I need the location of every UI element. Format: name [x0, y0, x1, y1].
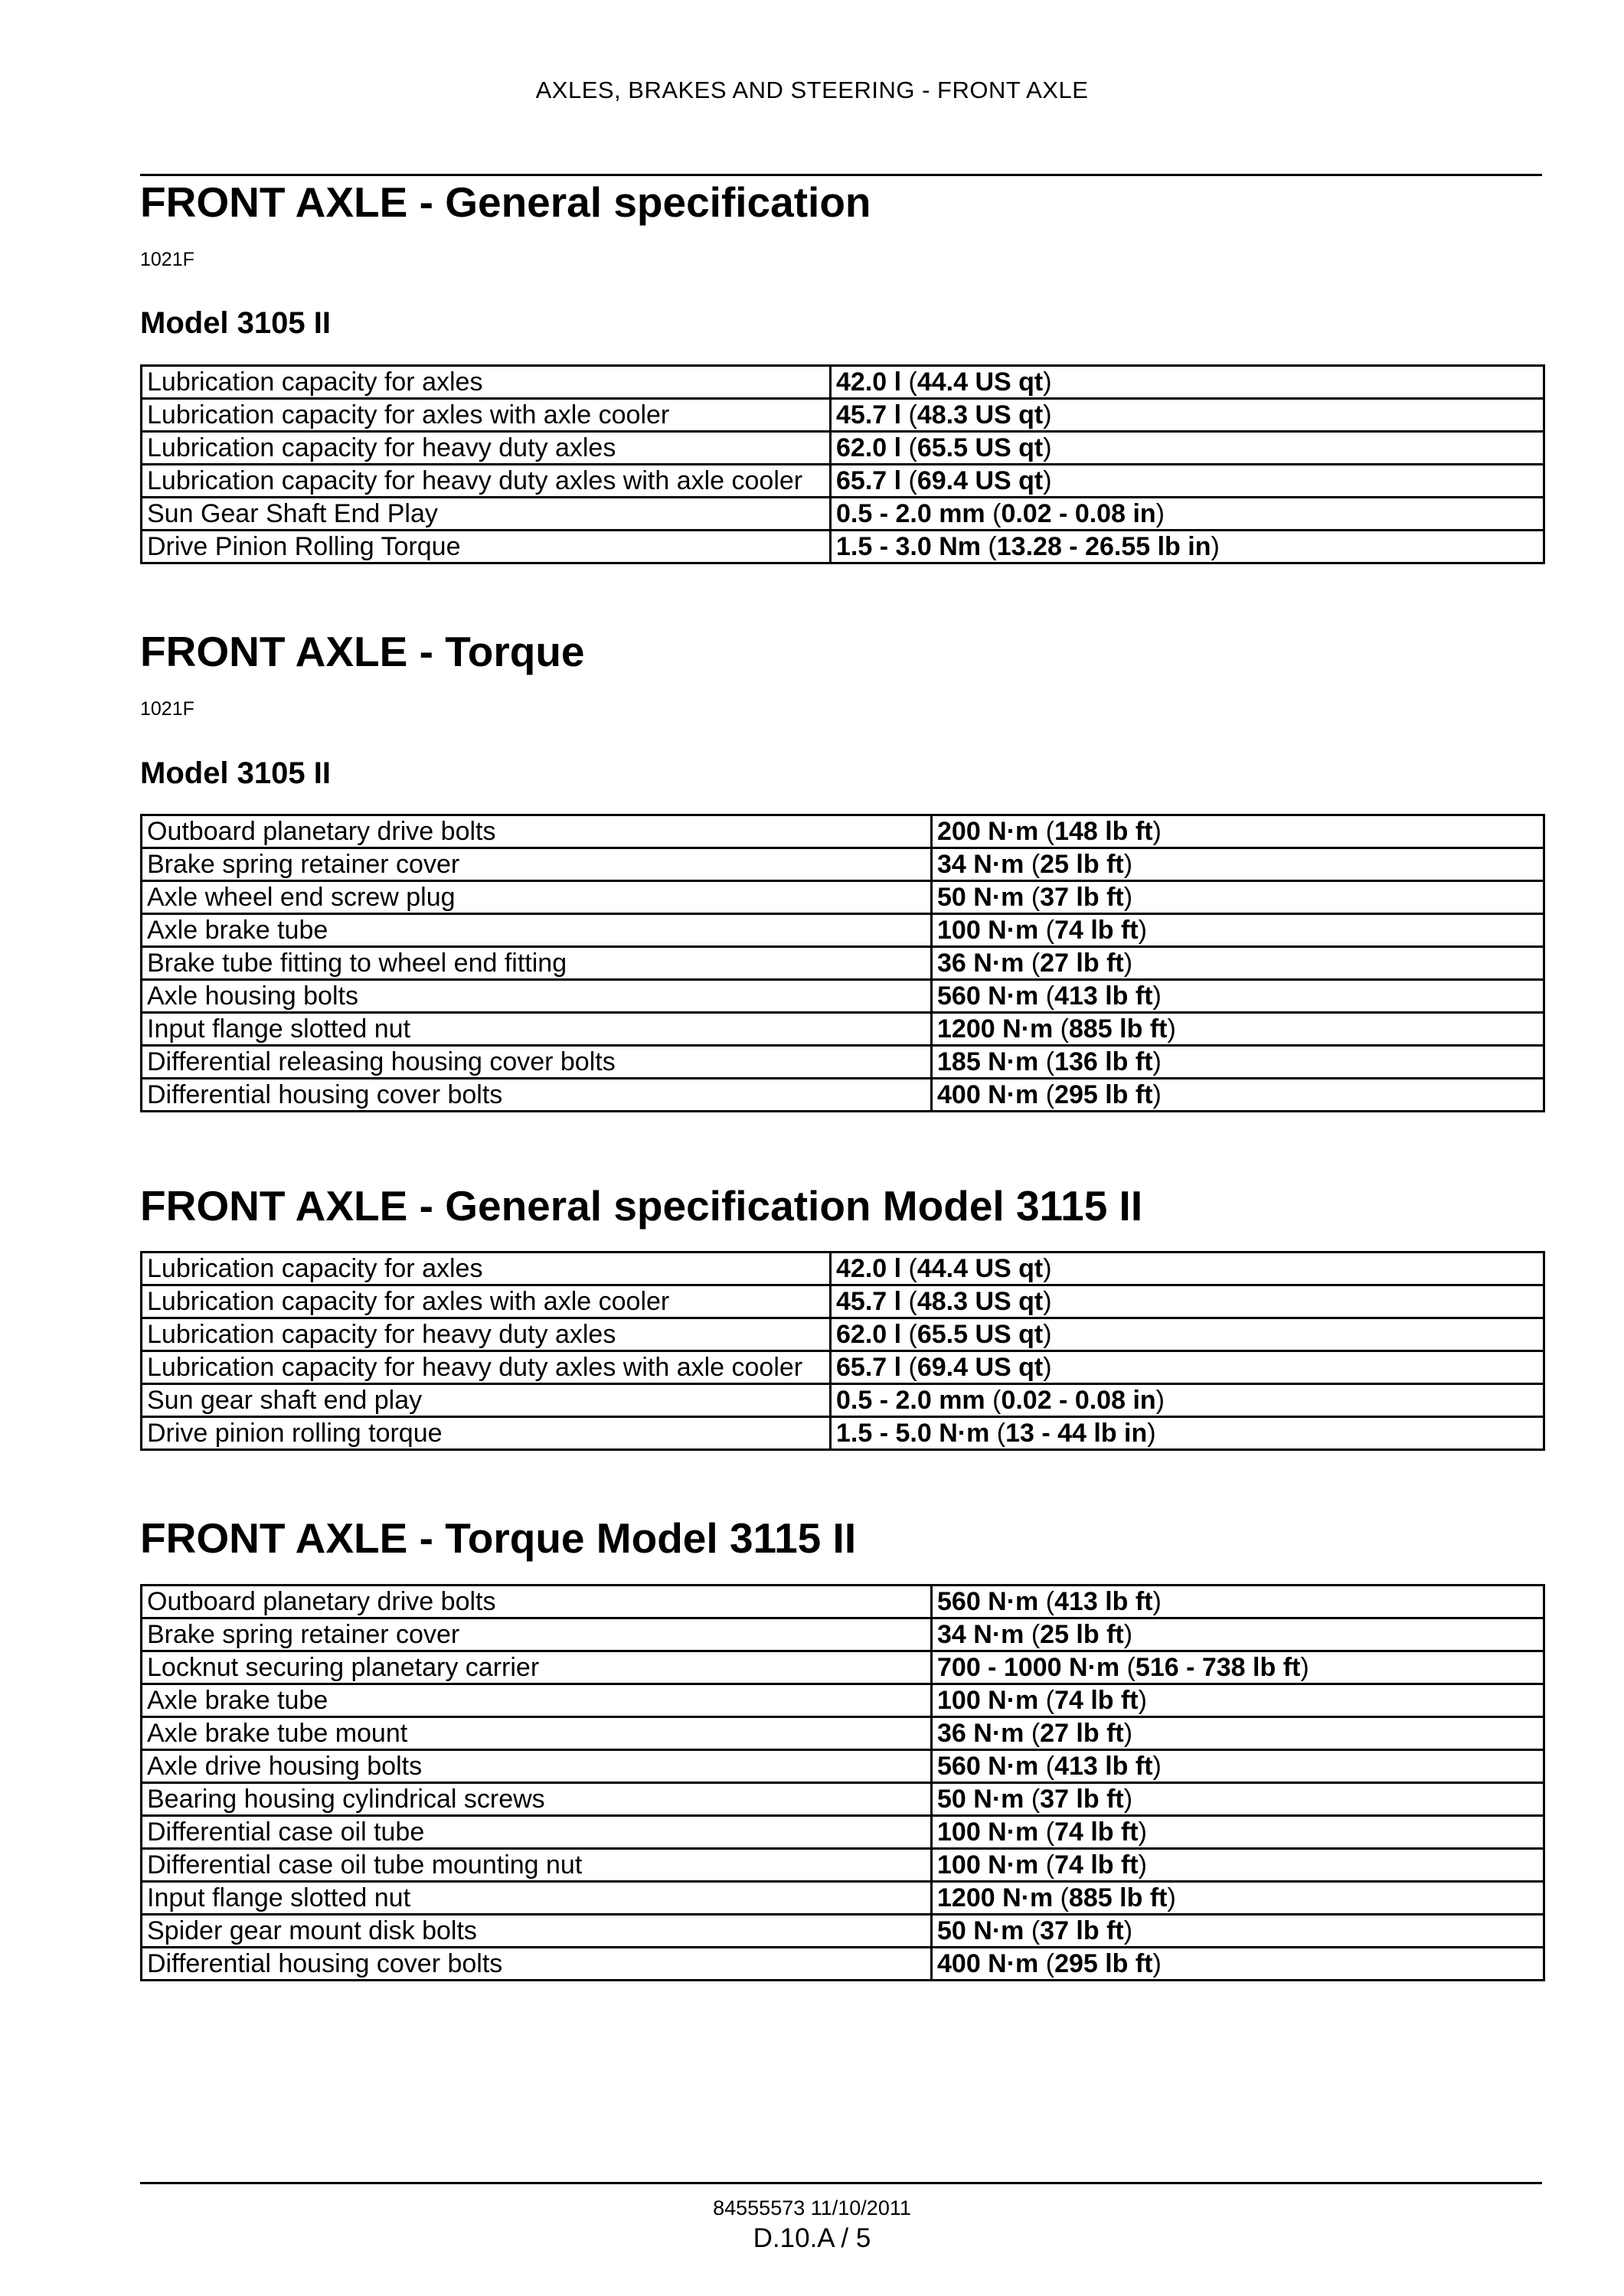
section-title-torque-3105: FRONT AXLE - Torque: [140, 628, 585, 675]
table-row: [142, 1651, 1544, 1684]
metric-value: 0.5 - 2.0 mm: [836, 499, 985, 528]
imperial-value: 148 lb ft: [1054, 817, 1153, 846]
spec-value: 560 N·m (413 lb ft): [932, 980, 1544, 1013]
imperial-value: 74 lb ft: [1054, 1686, 1139, 1715]
spec-table-general-3105: [140, 364, 1545, 564]
imperial-value: 27 lb ft: [1040, 1719, 1124, 1748]
imperial-value: 13.28 - 26.55 lb in: [996, 532, 1211, 561]
imperial-value: 25 lb ft: [1040, 1620, 1124, 1649]
spec-label: Input flange slotted nut: [142, 1013, 932, 1046]
spec-table-torque-3115: [140, 1584, 1545, 1981]
section-code: 1021F: [140, 698, 194, 720]
table-row: [142, 366, 1544, 399]
model-heading: Model 3105 II: [140, 756, 331, 790]
spec-value: 100 N·m (74 lb ft): [932, 914, 1544, 947]
spec-value: 1200 N·m (885 lb ft): [932, 1882, 1544, 1915]
metric-value: 45.7 l: [836, 400, 902, 429]
spec-value: 100 N·m (74 lb ft): [932, 1849, 1544, 1882]
spec-value: 50 N·m (37 lb ft): [932, 1783, 1544, 1816]
metric-value: 560 N·m: [937, 981, 1039, 1011]
table-row: [142, 1285, 1544, 1318]
table-row: [142, 1915, 1544, 1948]
section-title-general-spec-3115: FRONT AXLE - General specification Model 3115 II: [140, 1182, 1143, 1230]
metric-value: 65.7 l: [836, 1353, 902, 1382]
spec-label: Axle wheel end screw plug: [142, 881, 932, 914]
table-row: [142, 1384, 1544, 1417]
imperial-value: 74 lb ft: [1054, 1818, 1139, 1847]
table-row: [142, 1417, 1544, 1450]
spec-label: Brake tube fitting to wheel end fitting: [142, 947, 932, 980]
metric-value: 560 N·m: [937, 1587, 1039, 1616]
metric-value: 1.5 - 3.0 Nm: [836, 532, 981, 561]
imperial-value: 65.5 US qt: [917, 1320, 1044, 1349]
spec-label: Lubrication capacity for heavy duty axles with axle cooler: [142, 1351, 831, 1384]
table-row: [142, 848, 1544, 881]
section-code: 1021F: [140, 249, 194, 270]
table-row: [142, 1882, 1544, 1915]
imperial-value: 25 lb ft: [1040, 850, 1124, 879]
metric-value: 100 N·m: [937, 1686, 1039, 1715]
spec-value: 560 N·m (413 lb ft): [932, 1750, 1544, 1783]
spec-label: Input flange slotted nut: [142, 1882, 932, 1915]
table-row: [142, 1948, 1544, 1981]
metric-value: 62.0 l: [836, 1320, 902, 1349]
imperial-value: 885 lb ft: [1068, 1014, 1168, 1043]
table-row: [142, 1816, 1544, 1849]
spec-value: 65.7 l (69.4 US qt): [831, 1351, 1544, 1384]
spec-value: 1200 N·m (885 lb ft): [932, 1013, 1544, 1046]
spec-label: Lubrication capacity for axles with axle cooler: [142, 1285, 831, 1318]
table-row: [142, 1046, 1544, 1079]
metric-value: 34 N·m: [937, 1620, 1024, 1649]
table-row: [142, 1717, 1544, 1750]
metric-value: 185 N·m: [937, 1047, 1039, 1076]
table-row: [142, 399, 1544, 432]
table-row: [142, 465, 1544, 498]
spec-value: 1.5 - 3.0 Nm (13.28 - 26.55 lb in): [831, 531, 1544, 563]
spec-value: 34 N·m (25 lb ft): [932, 1618, 1544, 1651]
imperial-value: 37 lb ft: [1040, 1916, 1124, 1945]
spec-value: 34 N·m (25 lb ft): [932, 848, 1544, 881]
table-row: [142, 498, 1544, 531]
page-number: D.10.A / 5: [753, 2223, 871, 2253]
metric-value: 50 N·m: [937, 883, 1024, 912]
spec-label: Differential releasing housing cover bolts: [142, 1046, 932, 1079]
metric-value: 45.7 l: [836, 1287, 902, 1316]
spec-label: Differential housing cover bolts: [142, 1948, 932, 1981]
imperial-value: 74 lb ft: [1054, 916, 1139, 945]
metric-value: 50 N·m: [937, 1785, 1024, 1814]
spec-value: 400 N·m (295 lb ft): [932, 1079, 1544, 1112]
spec-label: Bearing housing cylindrical screws: [142, 1783, 932, 1816]
spec-label: Sun gear shaft end play: [142, 1384, 831, 1417]
table-row: [142, 432, 1544, 465]
spec-value: 42.0 l (44.4 US qt): [831, 366, 1544, 399]
model-heading: Model 3105 II: [140, 306, 331, 340]
spec-value: 100 N·m (74 lb ft): [932, 1816, 1544, 1849]
spec-value: 0.5 - 2.0 mm (0.02 - 0.08 in): [831, 1384, 1544, 1417]
spec-value: 200 N·m (148 lb ft): [932, 815, 1544, 848]
spec-label: Lubrication capacity for heavy duty axles: [142, 432, 831, 465]
metric-value: 400 N·m: [937, 1080, 1039, 1109]
spec-label: Axle drive housing bolts: [142, 1750, 932, 1783]
metric-value: 65.7 l: [836, 466, 902, 495]
table-row: [142, 1351, 1544, 1384]
spec-label: Lubrication capacity for axles with axle cooler: [142, 399, 831, 432]
table-row: [142, 1849, 1544, 1882]
metric-value: 36 N·m: [937, 1719, 1024, 1748]
spec-value: 62.0 l (65.5 US qt): [831, 432, 1544, 465]
spec-label: Outboard planetary drive bolts: [142, 1586, 932, 1618]
imperial-value: 885 lb ft: [1068, 1883, 1168, 1912]
imperial-value: 69.4 US qt: [917, 466, 1044, 495]
imperial-value: 27 lb ft: [1040, 949, 1124, 978]
table-row: [142, 947, 1544, 980]
spec-value: 400 N·m (295 lb ft): [932, 1948, 1544, 1981]
metric-value: 36 N·m: [937, 949, 1024, 978]
spec-label: Locknut securing planetary carrier: [142, 1651, 932, 1684]
spec-label: Lubrication capacity for axles: [142, 1253, 831, 1285]
imperial-value: 413 lb ft: [1054, 981, 1153, 1011]
spec-label: Differential case oil tube mounting nut: [142, 1849, 932, 1882]
metric-value: 50 N·m: [937, 1916, 1024, 1945]
spec-label: Outboard planetary drive bolts: [142, 815, 932, 848]
table-row: [142, 1079, 1544, 1112]
spec-label: Sun Gear Shaft End Play: [142, 498, 831, 531]
spec-value: 700 - 1000 N·m (516 - 738 lb ft): [932, 1651, 1544, 1684]
spec-label: Spider gear mount disk bolts: [142, 1915, 932, 1948]
metric-value: 100 N·m: [937, 1818, 1039, 1847]
imperial-value: 48.3 US qt: [917, 1287, 1044, 1316]
spec-label: Lubrication capacity for axles: [142, 366, 831, 399]
metric-value: 1200 N·m: [937, 1883, 1054, 1912]
table-row: [142, 531, 1544, 563]
spec-label: Differential housing cover bolts: [142, 1079, 932, 1112]
spec-label: Differential case oil tube: [142, 1816, 932, 1849]
table-row: [142, 1586, 1544, 1618]
spec-table-general-3115: [140, 1251, 1545, 1451]
imperial-value: 0.02 - 0.08 in: [1001, 499, 1156, 528]
spec-value: 0.5 - 2.0 mm (0.02 - 0.08 in): [831, 498, 1544, 531]
imperial-value: 136 lb ft: [1054, 1047, 1153, 1076]
spec-label: Axle brake tube: [142, 914, 932, 947]
spec-value: 560 N·m (413 lb ft): [932, 1586, 1544, 1618]
imperial-value: 516 - 738 lb ft: [1135, 1653, 1301, 1682]
metric-value: 200 N·m: [937, 817, 1039, 846]
imperial-value: 295 lb ft: [1054, 1949, 1153, 1978]
metric-value: 0.5 - 2.0 mm: [836, 1386, 985, 1415]
metric-value: 1.5 - 5.0 N·m: [836, 1419, 990, 1448]
table-row: [142, 881, 1544, 914]
table-row: [142, 914, 1544, 947]
document-code: 84555573 11/10/2011: [713, 2196, 911, 2219]
spec-value: 36 N·m (27 lb ft): [932, 947, 1544, 980]
imperial-value: 65.5 US qt: [917, 433, 1044, 462]
imperial-value: 413 lb ft: [1054, 1752, 1153, 1781]
metric-value: 62.0 l: [836, 433, 902, 462]
metric-value: 100 N·m: [937, 1850, 1039, 1880]
metric-value: 560 N·m: [937, 1752, 1039, 1781]
section-title-general-spec-3105: FRONT AXLE - General specification: [140, 178, 871, 226]
imperial-value: 74 lb ft: [1054, 1850, 1139, 1880]
section-title-torque-3115: FRONT AXLE - Torque Model 3115 II: [140, 1514, 857, 1562]
metric-value: 42.0 l: [836, 367, 902, 397]
table-row: [142, 1253, 1544, 1285]
table-row: [142, 1013, 1544, 1046]
table-row: [142, 980, 1544, 1013]
imperial-value: 295 lb ft: [1054, 1080, 1153, 1109]
spec-value: 36 N·m (27 lb ft): [932, 1717, 1544, 1750]
table-row: [142, 815, 1544, 848]
table-row: [142, 1783, 1544, 1816]
imperial-value: 48.3 US qt: [917, 400, 1044, 429]
metric-value: 700 - 1000 N·m: [937, 1653, 1120, 1682]
table-row: [142, 1318, 1544, 1351]
spec-label: Lubrication capacity for heavy duty axles: [142, 1318, 831, 1351]
spec-label: Axle housing bolts: [142, 980, 932, 1013]
imperial-value: 69.4 US qt: [917, 1353, 1044, 1382]
spec-value: 50 N·m (37 lb ft): [932, 881, 1544, 914]
footer-rule: [140, 2182, 1542, 2184]
table-row: [142, 1684, 1544, 1717]
spec-value: 65.7 l (69.4 US qt): [831, 465, 1544, 498]
metric-value: 34 N·m: [937, 850, 1024, 879]
spec-label: Lubrication capacity for heavy duty axles with axle cooler: [142, 465, 831, 498]
running-header: AXLES, BRAKES AND STEERING - FRONT AXLE: [535, 77, 1089, 103]
spec-value: 50 N·m (37 lb ft): [932, 1915, 1544, 1948]
spec-value: 45.7 l (48.3 US qt): [831, 399, 1544, 432]
table-row: [142, 1618, 1544, 1651]
metric-value: 100 N·m: [937, 916, 1039, 945]
metric-value: 42.0 l: [836, 1254, 902, 1283]
spec-value: 42.0 l (44.4 US qt): [831, 1253, 1544, 1285]
spec-label: Brake spring retainer cover: [142, 1618, 932, 1651]
spec-label: Brake spring retainer cover: [142, 848, 932, 881]
spec-value: 185 N·m (136 lb ft): [932, 1046, 1544, 1079]
metric-value: 400 N·m: [937, 1949, 1039, 1978]
metric-value: 1200 N·m: [937, 1014, 1054, 1043]
imperial-value: 37 lb ft: [1040, 1785, 1124, 1814]
table-row: [142, 1750, 1544, 1783]
imperial-value: 37 lb ft: [1040, 883, 1124, 912]
spec-table-torque-3105: [140, 814, 1545, 1112]
spec-value: 45.7 l (48.3 US qt): [831, 1285, 1544, 1318]
spec-label: Axle brake tube mount: [142, 1717, 932, 1750]
spec-label: Drive pinion rolling torque: [142, 1417, 831, 1450]
imperial-value: 44.4 US qt: [917, 1254, 1044, 1283]
imperial-value: 44.4 US qt: [917, 367, 1044, 397]
spec-label: Axle brake tube: [142, 1684, 932, 1717]
spec-value: 1.5 - 5.0 N·m (13 - 44 lb in): [831, 1417, 1544, 1450]
spec-value: 100 N·m (74 lb ft): [932, 1684, 1544, 1717]
spec-label: Drive Pinion Rolling Torque: [142, 531, 831, 563]
spec-value: 62.0 l (65.5 US qt): [831, 1318, 1544, 1351]
imperial-value: 413 lb ft: [1054, 1587, 1153, 1616]
header-rule: [140, 174, 1542, 176]
imperial-value: 0.02 - 0.08 in: [1001, 1386, 1156, 1415]
imperial-value: 13 - 44 lb in: [1005, 1419, 1148, 1448]
